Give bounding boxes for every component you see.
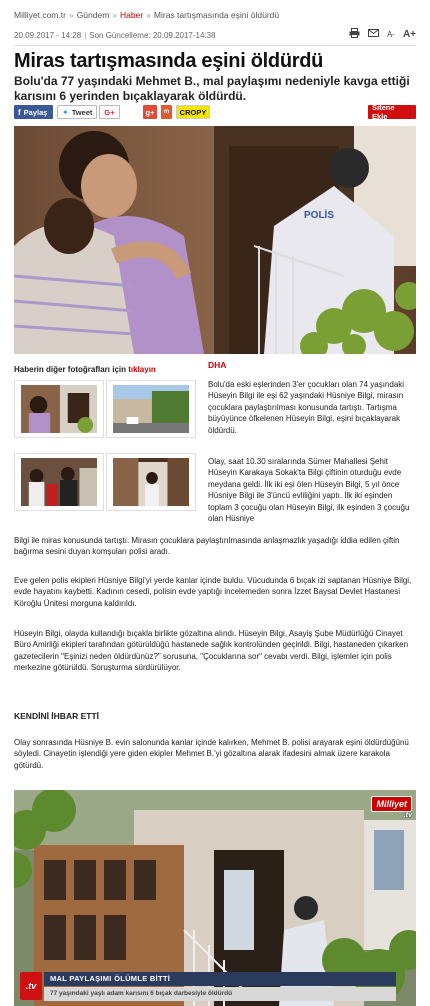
gallery-thumb-2[interactable] — [106, 380, 196, 438]
article-title: Miras tartışmasında eşini öldürdü — [14, 50, 324, 72]
hero-photo-illustration — [14, 126, 416, 354]
article-tools — [349, 28, 416, 40]
twitter-icon: ✦ — [62, 107, 69, 117]
breadcrumb-current: Miras tartışmasında eşini öldürdü — [153, 10, 280, 20]
breadcrumb-separator: » — [112, 10, 118, 20]
gallery-thumb-1-image — [21, 385, 97, 433]
print-icon[interactable] — [349, 28, 360, 40]
sitene-ekle-button[interactable]: Sitene Ekle — [368, 105, 416, 119]
gallery-thumb-4[interactable] — [106, 453, 196, 511]
video-player[interactable] — [14, 790, 416, 1006]
article-paragraph: Bolu'da eski eşlerinden 3'er çocukları olan 74 yaşındaki Hüseyin Bilgi ile eşi 62 yaşındaki Hüsniye Bilgi, mirasın çocuklara paylaştırılması konusunda tartıştı. Tartışma büyüyünce öfkelenen Hüseyin Bilgi, eşini bıçaklayarak öldürdü. — [208, 380, 405, 435]
gallery-title: Haberin diğer fotoğrafları için tıklayın — [14, 365, 156, 374]
article-paragraph: Hüseyin Bilgi, olayda kullandığı bıçakla birlikte gözaltına alındı. Hüseyin Bilgi, Asayiş Şube Müdürlüğü Cinayet Büro Amirliği ekipleri tarafından götürüldüğü hastanede sağlık kontrolünden geçirildi. Bilgi, hastaneden çıkarken gazetecilerin "Eşinizi neden öldürdünüz?" sorusuna, "Çocuklarına sor" cevabı verdi. Bilgi, işlemler için polis merkezine götürüldü. Soruşturma sürdürülüyor. — [14, 629, 409, 673]
gallery-link[interactable]: tıklayın — [128, 365, 156, 374]
gplus-icon-button[interactable]: g+ — [143, 105, 157, 119]
mail-icon[interactable] — [368, 29, 379, 39]
mm-share-button[interactable]: m — [161, 105, 172, 119]
tv-badge: .tv — [20, 972, 42, 1000]
updated-date: Son Güncelleme: 20.09.2017-14:38 — [89, 31, 216, 40]
hero-photo[interactable] — [14, 126, 416, 354]
twitter-share-button[interactable]: ✦ Tweet — [57, 105, 97, 119]
article-paragraph: Bilgi ile miras konusunda tartıştı. Mirasın çocuklara paylaştırılmasında anlaşmazlık yaşadığı iddia edilen çiftin bağırma sesini duyan komşuları polisi aradı. — [14, 536, 400, 557]
gallery-thumb-4-image — [113, 458, 189, 506]
cropy-button[interactable]: CROPY — [176, 105, 210, 119]
font-decrease-button[interactable]: A- — [386, 29, 395, 39]
font-increase-button[interactable]: A+ — [402, 28, 416, 40]
polis-vest-text: POLİS — [304, 210, 335, 221]
video-ticker-title: MAL PAYLAŞIMI ÖLÜMLE BİTTİ — [44, 972, 396, 986]
breadcrumb-gundem[interactable]: Gündem — [76, 10, 110, 20]
article-paragraph: Olay, saat 10.30 sıralarında Sümer Mahallesi Şehit Hüseyin Karakaya Sokak'ta Bilgi çiftinin oturduğu evde meydana geldi. İlk iki eşi ölen Hüseyin Bilgi, 5 yıl önce Hüsniye Bilgi ile 3'üncü evliliğini yaptı. İlk iki eşinden toplam 3 çocuğu olan Hüseyin Bilgi, ilk eşinden 3 çocuğu olan Hüsniye — [208, 457, 410, 524]
breadcrumb-separator: » — [68, 10, 74, 20]
breadcrumb-home[interactable]: Milliyet.com.tr — [14, 10, 66, 20]
breadcrumb-separator: » — [146, 10, 151, 20]
facebook-icon: f — [18, 107, 21, 117]
gallery-thumb-3[interactable] — [14, 453, 104, 511]
published-date: 20.09.2017 - 14:28 — [14, 31, 82, 40]
article-subheading: KENDİNİ İHBAR ETTİ — [14, 711, 99, 721]
video-ticker-subtitle: 77 yaşındaki yaşlı adam karısını 6 bıçak darbesiyle öldürdü — [44, 987, 396, 1001]
breadcrumb — [14, 10, 279, 20]
milliyet-tv-logo: Milliyet .tv — [358, 796, 412, 826]
article-paragraph: Eve gelen polis ekipleri Hüsniye Bilgi'yi yerde kanlar içinde buldu. Vücudunda 6 bıçak izi saptanan Hüsniye Bilgi, evde hayatını kaybetti. Kadının cesedi, polisin evde yaptığı incelemeden sonra İzzet Baysal Devlet Hastanesi Köroğlu Ünitesi morguna kaldırıldı. — [14, 576, 412, 608]
article-source: DHA — [208, 360, 227, 370]
divider — [14, 45, 416, 46]
article-paragraph: Olay sonrasında Hüsniye B. evin salonunda kanlar içinde kalırken, Mehmet B. polisi arayarak eşini öldürdüğünü söyledi. Cinayetin işlendiği yere giden ekipler Mehmet B.'yi gözaltına alarak ifadesini almak üzere karakola götürdü. — [14, 738, 409, 770]
article-dates: 20.09.2017 - 14:28 | Son Güncelleme: 20.09.2017-14:38 — [14, 31, 216, 40]
gallery-thumb-2-image — [113, 385, 189, 433]
article-spot: Bolu'da 77 yaşındaki Mehmet B., mal paylaşımı nedeniyle kavga ettiği karısını 6 yerinden bıçaklayarak öldürdü. — [14, 74, 410, 103]
gplus-share-button[interactable]: G+ — [99, 105, 120, 119]
breadcrumb-haber[interactable]: Haber — [120, 10, 144, 20]
gallery-thumb-3-image — [21, 458, 97, 506]
facebook-share-button[interactable]: f Paylaş — [14, 105, 53, 119]
gallery-thumb-1[interactable] — [14, 380, 104, 438]
